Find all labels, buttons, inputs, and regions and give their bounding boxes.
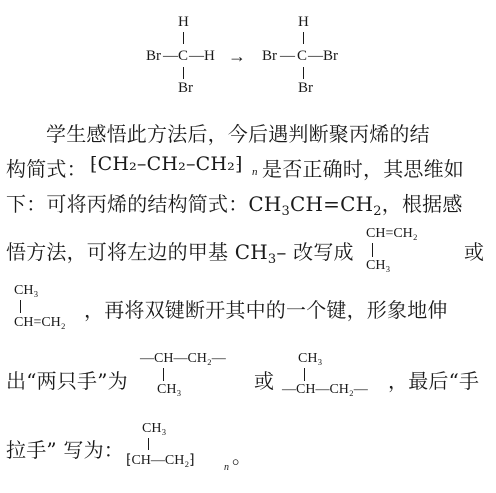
- text-line-4: [6, 236, 354, 265]
- bond-dash: —: [163, 48, 178, 64]
- atom-h-top: H: [178, 14, 189, 30]
- struct-top: CH₃: [298, 351, 323, 366]
- subscript-n: n: [224, 462, 229, 473]
- text-period: 。: [232, 444, 253, 468]
- bond-dash: —: [280, 48, 295, 64]
- subscript: 2: [373, 204, 382, 219]
- struct-bottom: CH₃: [157, 382, 182, 397]
- text-line-2b: 是否正确时，其思维如: [262, 157, 464, 181]
- atom-br-left: Br: [262, 48, 277, 64]
- bond: [20, 300, 21, 313]
- struct-bottom: CH=CH₂: [14, 315, 66, 330]
- struct-bottom: CH₃: [366, 258, 391, 273]
- text-segment: – 改写成: [276, 240, 354, 264]
- bond: [163, 368, 164, 381]
- atom-br-bottom: Br: [298, 80, 313, 96]
- bond: [148, 438, 149, 450]
- struct-top: CH=CH₂: [366, 226, 418, 241]
- atom-br-bottom: Br: [178, 80, 193, 96]
- text-line-7a: 拉手” 写为：: [6, 438, 124, 462]
- atom-h-top: H: [298, 14, 309, 30]
- text-line-5: ，再将双键断开其中的一个键，形象地伸: [84, 298, 448, 322]
- text-line-3: [6, 188, 463, 217]
- atom-br-right: Br: [323, 48, 338, 64]
- bond: [183, 67, 184, 79]
- text-segment: 下：可将丙烯的结构简式：CH: [6, 192, 282, 216]
- atom-c: C: [297, 48, 308, 64]
- text-or: 或: [464, 240, 485, 264]
- text-line-2a: 构简式：: [6, 157, 87, 181]
- polymer-formula: ⁅CH₂–CH₂–CH₂⁆: [90, 153, 243, 175]
- text-line-6c: ，最后“手: [388, 369, 480, 393]
- atom-h-right: H: [204, 48, 215, 64]
- subscript-n: n: [252, 166, 258, 178]
- struct-top: —CH—CH₂—: [140, 351, 226, 366]
- subscript: 3: [281, 204, 291, 219]
- struct-bottom: ⁅CH—CH₂⁆: [126, 453, 195, 468]
- atom-br-left: Br: [146, 48, 161, 64]
- reaction-arrow-icon: →: [228, 46, 246, 66]
- text-line-6a: 出“两只手”为: [6, 369, 128, 393]
- bond-dash: —: [308, 48, 323, 64]
- struct-bottom: —CH—CH₂—: [282, 382, 368, 397]
- struct-top: CH₃: [142, 421, 167, 436]
- subscript: 3: [267, 252, 277, 267]
- text-segment: ，根据感: [381, 192, 463, 216]
- text-segment: CH=CH: [290, 192, 374, 216]
- text-line-1: 学生感悟此方法后，今后遇判断聚丙烯的结: [46, 122, 430, 146]
- bond: [303, 32, 304, 44]
- struct-top: CH₃: [14, 283, 39, 298]
- bond: [303, 67, 304, 79]
- text-segment: 悟方法，可将左边的甲基 CH: [6, 240, 268, 264]
- atom-c: C: [178, 48, 189, 64]
- bond: [304, 368, 305, 381]
- bond-dash: —: [189, 48, 204, 64]
- text-or: 或: [254, 369, 275, 393]
- bond: [372, 243, 373, 257]
- bond: [183, 32, 184, 44]
